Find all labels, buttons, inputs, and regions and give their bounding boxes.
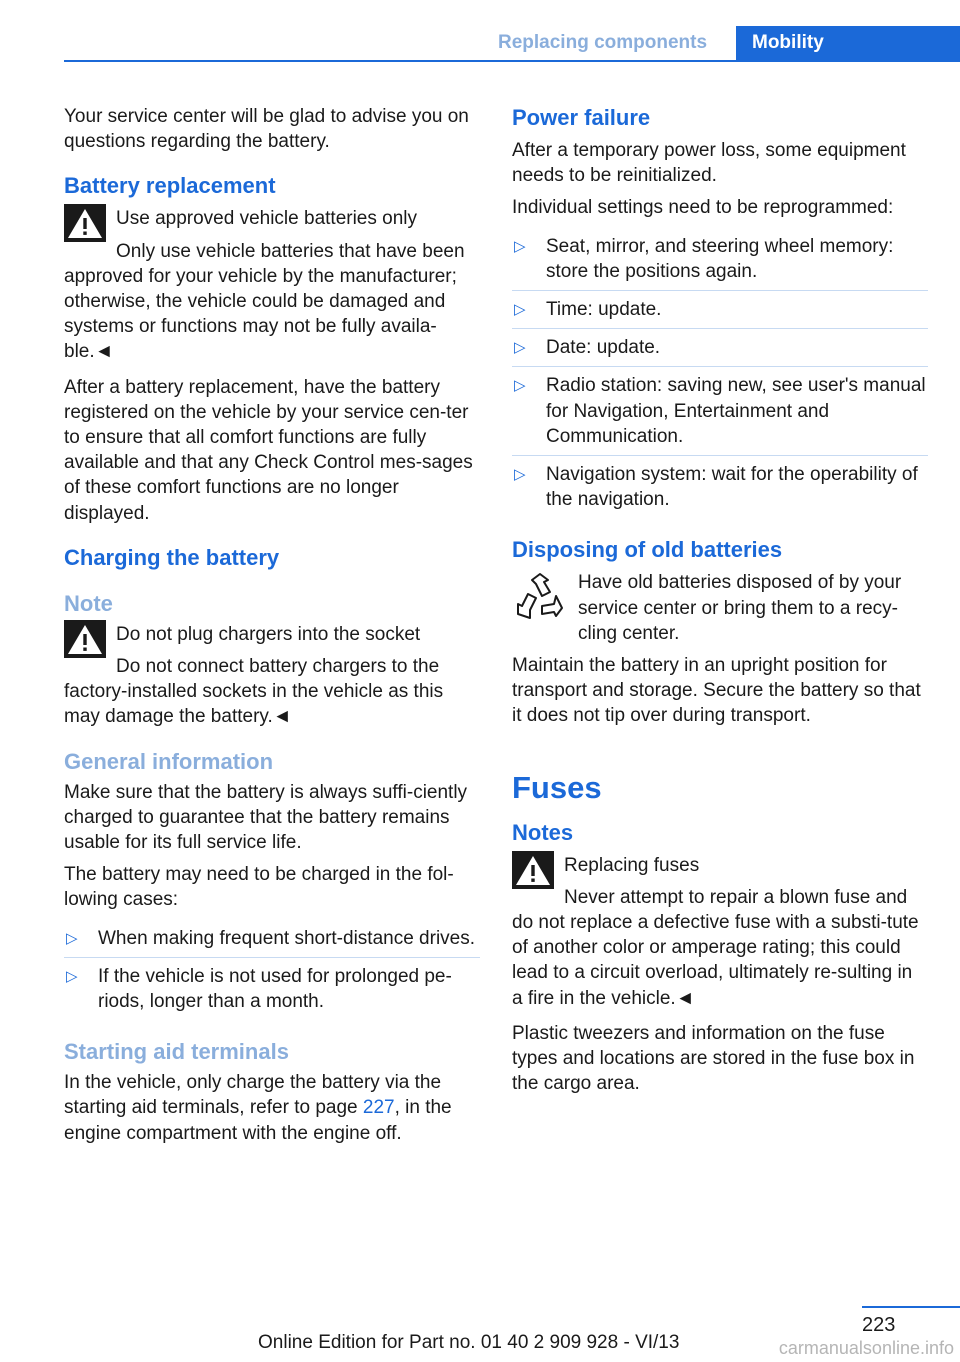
general-paragraph-2: The battery may need to be charged in the fol-lowing cases: bbox=[64, 864, 454, 911]
terminals-paragraph: In the vehicle, only charge the battery via the starting aid terminals, refer to page 227, in the engine compartment with the engine off. bbox=[64, 1072, 452, 1144]
list-item: ▷ Seat, mirror, and steering wheel memory: store the positions again. bbox=[512, 228, 928, 291]
triangle-bullet-icon: ▷ bbox=[66, 967, 78, 985]
triangle-bullet-icon: ▷ bbox=[514, 466, 526, 484]
reprogram-list bbox=[512, 228, 928, 519]
power-paragraph-1: After a temporary power loss, some equipment needs to be reinitialized. bbox=[512, 140, 906, 187]
left-column bbox=[64, 104, 480, 1153]
recycle-icon bbox=[512, 570, 568, 626]
fuses-paragraph: Plastic tweezers and information on the fuse types and locations are stored in the fuse box in the cargo area. bbox=[512, 1022, 915, 1095]
heading-fuses: Fuses bbox=[512, 769, 602, 805]
list-item: ▷ Radio station: saving new, see user's manual for Navigation, Entertainment and Communication. bbox=[512, 367, 928, 456]
heading-charging-battery: Charging the battery bbox=[64, 544, 280, 570]
triangle-bullet-icon: ▷ bbox=[514, 237, 526, 255]
power-paragraph-2: Individual settings need to be reprogrammed: bbox=[512, 197, 894, 219]
warning-first-line: Only use vehicle batteries that have been bbox=[116, 240, 465, 262]
warning-first-line: Do not connect battery chargers to the bbox=[116, 656, 440, 678]
disposing-paragraph: Maintain the battery in an upright position for transport and storage. Secure the battery so that it does not tip over during transport. bbox=[512, 655, 921, 727]
warning-chargers-socket bbox=[64, 622, 480, 730]
warning-title: Use approved vehicle batteries only bbox=[116, 208, 418, 230]
warning-body: do not replace a defective fuse with a substi-tute of another color or amperage rating; this could lead to a circuit overload, ultimately re-sulting in a fire in the vehicle.◄ bbox=[512, 912, 919, 1009]
charging-cases-list bbox=[64, 920, 480, 1021]
warning-title: Replacing fuses bbox=[564, 854, 700, 876]
warning-body: approved for your vehicle by the manufacturer; otherwise, the vehicle could be damaged and systems or functions may not be fully availa-ble.◄ bbox=[64, 265, 457, 363]
list-item: ▷ Navigation system: wait for the operability of the navigation. bbox=[514, 464, 918, 511]
list-item: ▷ Date: update. bbox=[512, 329, 928, 367]
warning-icon bbox=[64, 620, 106, 658]
general-paragraph-1: Make sure that the battery is always suffi-ciently charged to guarantee that the battery remains usable for its full service life. bbox=[64, 781, 468, 854]
replacement-paragraph: After a battery replacement, have the battery registered on the vehicle by your service cen-ter to ensure that all comfort functions are fully available and that any Check Control mes-sages of these comfort functions are no longer displayed. bbox=[64, 376, 473, 524]
header-chapter-tab[interactable]: Mobility bbox=[736, 26, 960, 60]
heading-starting-aid-terminals: Starting aid terminals bbox=[64, 1039, 289, 1065]
heading-general-information: General information bbox=[64, 748, 274, 774]
list-item: ▷ When making frequent short-distance drives. bbox=[64, 920, 480, 958]
warning-body: factory-installed sockets in the vehicle as this may damage the battery.◄ bbox=[64, 681, 444, 728]
warning-first-line: Never attempt to repair a blown fuse and bbox=[564, 886, 908, 908]
warning-icon bbox=[512, 851, 554, 889]
watermark: carmanualsonline.info bbox=[778, 1338, 954, 1358]
triangle-bullet-icon: ▷ bbox=[514, 339, 526, 357]
recycle-note bbox=[512, 570, 928, 646]
triangle-bullet-icon: ▷ bbox=[514, 301, 526, 319]
header-section-title: Replacing components bbox=[498, 32, 708, 53]
recycle-text: Have old batteries disposed of by your service center or bring them to a recy-cling center. bbox=[578, 572, 902, 644]
edition-footer: Online Edition for Part no. 01 40 2 909 928 - VI/13 bbox=[258, 1332, 680, 1353]
right-column bbox=[512, 104, 928, 1103]
list-item: ▷ If the vehicle is not used for prolonged pe-riods, longer than a month. bbox=[66, 965, 452, 1013]
heading-power-failure: Power failure bbox=[512, 105, 651, 130]
heading-notes: Notes bbox=[512, 819, 574, 845]
page-reference-link[interactable]: 227 bbox=[362, 1097, 395, 1119]
warning-title: Do not plug chargers into the socket bbox=[116, 623, 421, 645]
page-number-rule bbox=[862, 1306, 960, 1308]
heading-battery-replacement: Battery replacement bbox=[64, 173, 276, 199]
triangle-bullet-icon: ▷ bbox=[66, 929, 78, 947]
heading-disposing-batteries: Disposing of old batteries bbox=[512, 537, 783, 563]
warning-icon bbox=[64, 204, 106, 242]
header-rule bbox=[64, 60, 960, 62]
list-item: ▷ Time: update. bbox=[512, 291, 928, 329]
triangle-bullet-icon: ▷ bbox=[514, 377, 526, 395]
warning-replacing-fuses bbox=[512, 853, 928, 1011]
intro-paragraph: Your service center will be glad to advise you on questions regarding the battery. bbox=[64, 106, 469, 153]
heading-note: Note bbox=[64, 590, 113, 616]
page-number: 223 bbox=[862, 1314, 896, 1336]
warning-approved-batteries bbox=[64, 206, 480, 364]
